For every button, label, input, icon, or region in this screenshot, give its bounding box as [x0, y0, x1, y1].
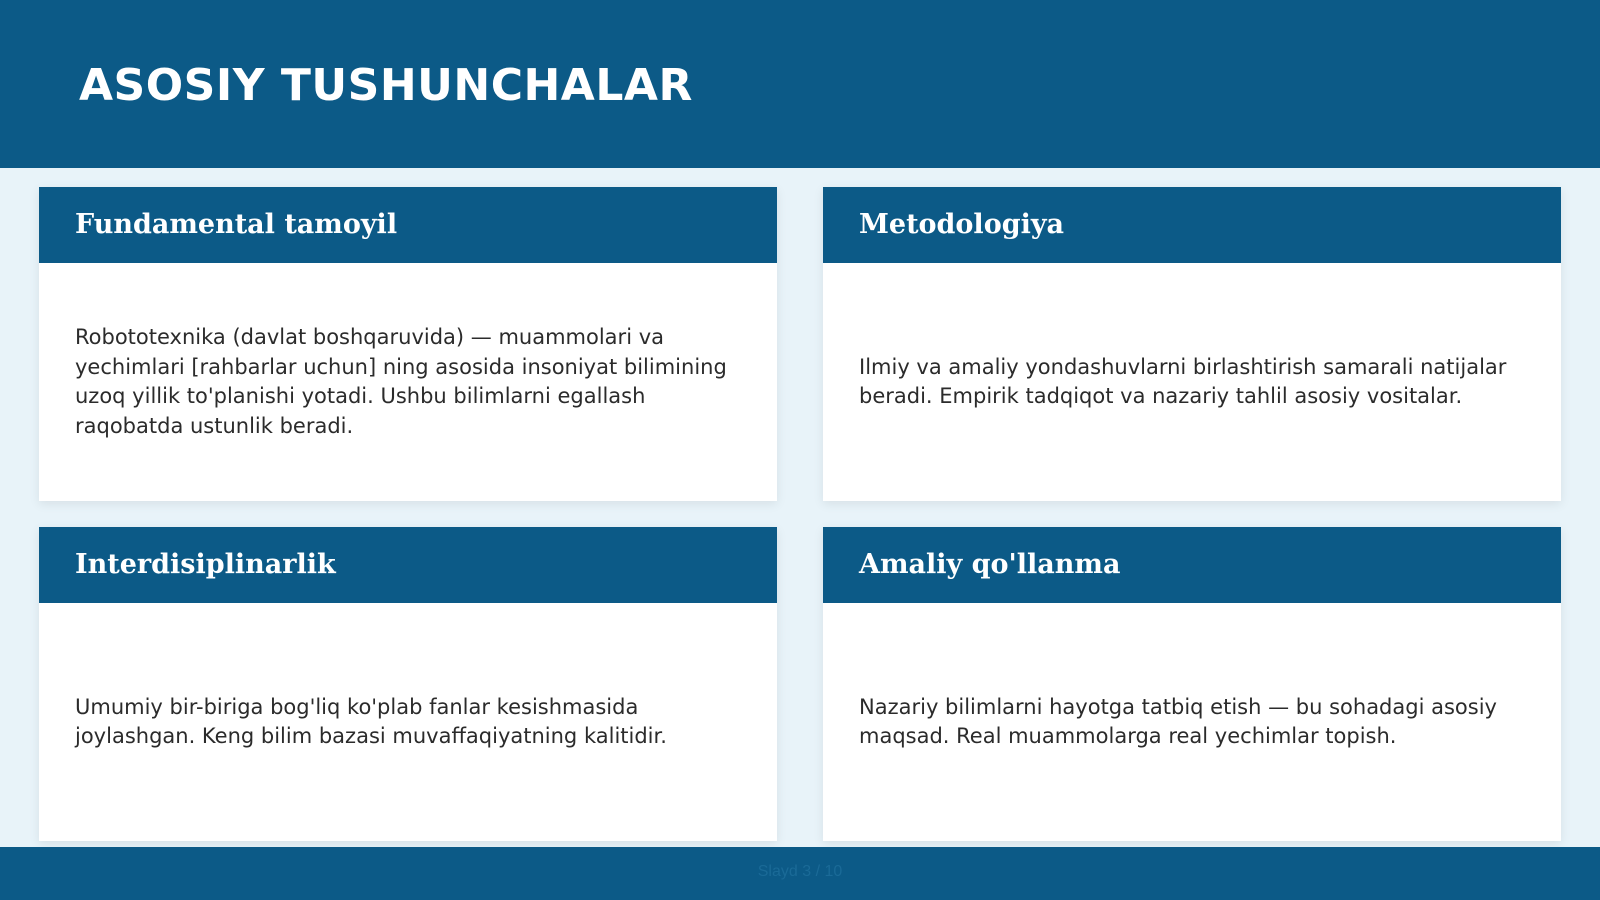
- header-bar: [0, 0, 1600, 168]
- card-header: [39, 187, 777, 263]
- card-text: Robototexnika (davlat boshqaruvida) — muammolari va yechimlari [rahbarlar uchun] ning asosida insoniyat bilimining uzoq yillik to'planishi yotadi. Ushbu bilimlarni egallash raqobatda ustunlik beradi.: [75, 325, 727, 438]
- footer-bar: [0, 847, 1600, 900]
- card-text: Umumiy bir-biriga bog'liq ko'plab fanlar kesishmasida joylashgan. Keng bilim bazasi muvaffaqiyatning kalitidir.: [75, 694, 667, 748]
- card-fundamental: [39, 187, 777, 501]
- card-body: [859, 263, 1525, 501]
- card-title: Amaliy qo'llanma: [859, 549, 1121, 580]
- card-text: Ilmiy va amaliy yondashuvlarni birlashtirish samarali natijalar beradi. Empirik tadqiqot va nazariy tahlil asosiy vositalar.: [859, 354, 1507, 408]
- card-header: [39, 527, 777, 603]
- card-methodology: [823, 187, 1561, 501]
- card-body: [859, 603, 1525, 841]
- card-body: [75, 603, 741, 841]
- card-header: [823, 187, 1561, 263]
- card-title: Interdisiplinarlik: [75, 549, 336, 580]
- card-title: Fundamental tamoyil: [75, 209, 398, 240]
- card-interdisciplinary: [39, 527, 777, 841]
- slide-number: Slayd 3 / 10: [757, 863, 843, 880]
- page-title: ASOSIY TUSHUNCHALAR: [79, 60, 693, 111]
- card-header: [823, 527, 1561, 603]
- card-body: [75, 263, 741, 501]
- card-text: Nazariy bilimlarni hayotga tatbiq etish — bu sohadagi asosiy maqsad. Real muammolarga real yechimlar topish.: [859, 694, 1497, 748]
- card-title: Metodologiya: [859, 209, 1065, 240]
- card-practical: [823, 527, 1561, 841]
